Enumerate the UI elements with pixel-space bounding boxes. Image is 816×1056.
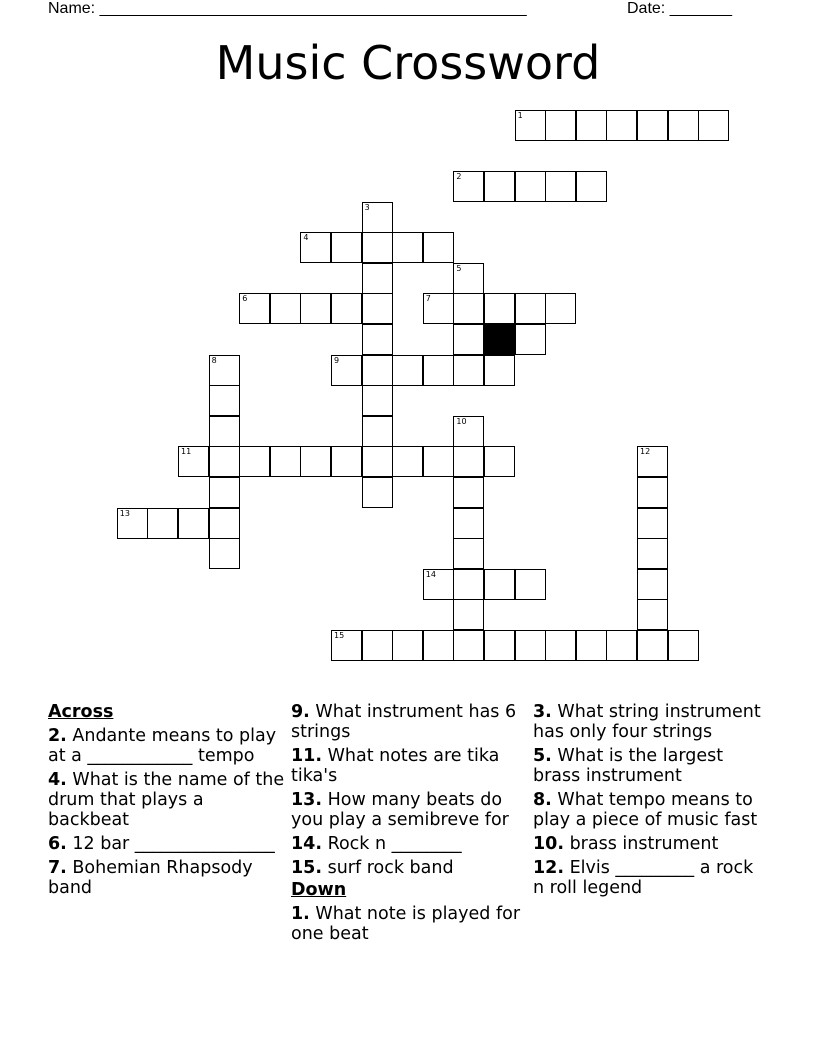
- clue-item-number: 1.: [291, 904, 310, 924]
- grid-cell[interactable]: [392, 355, 423, 386]
- grid-cell[interactable]: [209, 385, 240, 416]
- grid-cell[interactable]: [576, 171, 607, 202]
- grid-cell[interactable]: [209, 508, 240, 539]
- grid-cell[interactable]: [606, 110, 637, 141]
- grid-cell[interactable]: [545, 293, 576, 324]
- clue-item-text: 12 bar ________________: [66, 834, 275, 854]
- clue-item-number: 15.: [291, 858, 323, 878]
- grid-cell[interactable]: [178, 508, 209, 539]
- clue-item-number: 5.: [533, 746, 552, 766]
- grid-cell[interactable]: [270, 446, 301, 477]
- grid-cell[interactable]: [637, 569, 668, 600]
- grid-cell[interactable]: [515, 110, 546, 141]
- date-field-label: Date: _______: [627, 0, 732, 17]
- clue-number: 8: [211, 355, 217, 365]
- clue-item-number: 8.: [533, 790, 552, 810]
- clue-item-text: What notes are tika tika's: [291, 746, 500, 786]
- grid-cell[interactable]: [515, 569, 546, 600]
- clue-number: 4: [303, 233, 309, 243]
- clue-number: 2: [456, 172, 462, 181]
- grid-cell[interactable]: [331, 232, 362, 263]
- grid-cell[interactable]: [270, 293, 301, 324]
- clue-item-number: 10.: [533, 834, 565, 854]
- clue-item-text: What is the name of the drum that plays a backbeat: [48, 770, 285, 830]
- clue-item: [291, 746, 531, 786]
- grid-cell[interactable]: [606, 630, 637, 661]
- clue-item-number: 9.: [291, 702, 310, 722]
- grid-cell[interactable]: [637, 538, 668, 569]
- clue-item: [48, 858, 288, 898]
- grid-cell[interactable]: [453, 569, 484, 600]
- grid-cell[interactable]: [484, 569, 515, 600]
- grid-cell[interactable]: [453, 538, 484, 569]
- grid-cell[interactable]: [362, 446, 393, 477]
- clue-item-text: What tempo means to play a piece of music fast: [533, 790, 758, 830]
- grid-cell[interactable]: [453, 171, 484, 202]
- clue-item: [533, 858, 769, 898]
- clue-number: 11: [181, 447, 192, 457]
- page-title: Music Crossword: [215, 36, 601, 90]
- grid-cell[interactable]: [392, 446, 423, 477]
- clue-number: 14: [425, 569, 436, 579]
- grid-cell[interactable]: [239, 293, 270, 324]
- grid-cell[interactable]: [698, 110, 729, 141]
- clue-item-number: 4.: [48, 770, 67, 790]
- black-square: [484, 324, 515, 355]
- clues-column-3: [533, 702, 769, 902]
- clue-item-text: Rock n ________: [322, 834, 462, 854]
- clue-item: [533, 702, 769, 742]
- clue-item: [291, 790, 531, 830]
- grid-cell[interactable]: [423, 293, 454, 324]
- clue-item: [291, 834, 531, 854]
- grid-cell[interactable]: [209, 538, 240, 569]
- grid-cell[interactable]: [331, 630, 362, 661]
- clue-item-number: 2.: [48, 726, 67, 746]
- grid-cell[interactable]: [423, 630, 454, 661]
- clue-item: [533, 790, 769, 830]
- grid-cell[interactable]: [453, 324, 484, 355]
- grid-cell[interactable]: [423, 355, 454, 386]
- clue-item-number: 3.: [533, 702, 552, 722]
- clues-column-2: [291, 702, 531, 948]
- clue-number: 7: [425, 294, 431, 304]
- grid-cell[interactable]: [300, 446, 331, 477]
- grid-cell[interactable]: [515, 293, 546, 324]
- grid-cell[interactable]: [576, 110, 607, 141]
- grid-cell[interactable]: [362, 477, 393, 508]
- grid-cell[interactable]: [331, 355, 362, 386]
- grid-cell[interactable]: [300, 293, 331, 324]
- grid-cell[interactable]: [423, 569, 454, 600]
- clue-item-number: 12.: [533, 858, 565, 878]
- grid-cell[interactable]: [545, 110, 576, 141]
- clue-item-text: How many beats do you play a semibreve for: [291, 790, 509, 830]
- clue-item-text: What string instrument has only four strings: [533, 702, 761, 742]
- grid-cell[interactable]: [453, 355, 484, 386]
- clue-item-text: Andante means to play at a ____________ tempo: [48, 726, 277, 766]
- grid-cell[interactable]: [484, 293, 515, 324]
- grid-cell[interactable]: [484, 355, 515, 386]
- clue-item: [48, 834, 288, 854]
- grid-cell[interactable]: [362, 630, 393, 661]
- clue-number: 15: [334, 631, 345, 640]
- clue-item-number: 11.: [291, 746, 323, 766]
- clue-item: [48, 726, 288, 766]
- clue-item: [291, 702, 531, 742]
- grid-cell[interactable]: [209, 355, 240, 386]
- grid-cell[interactable]: [362, 293, 393, 324]
- grid-cell[interactable]: [484, 171, 515, 202]
- clue-item-text: Bohemian Rhapsody band: [48, 858, 253, 898]
- grid-cell[interactable]: [362, 232, 393, 263]
- clue-item-number: 7.: [48, 858, 67, 878]
- clue-number: 13: [119, 508, 130, 518]
- grid-cell[interactable]: [545, 171, 576, 202]
- grid-cell[interactable]: [362, 202, 393, 233]
- grid-cell[interactable]: [668, 110, 699, 141]
- clue-item-text: Elvis _________ a rock n roll legend: [533, 858, 754, 898]
- grid-cell[interactable]: [515, 171, 546, 202]
- grid-cell[interactable]: [453, 477, 484, 508]
- clue-number: 1: [517, 110, 523, 120]
- grid-cell[interactable]: [453, 508, 484, 539]
- across-clues-list: [48, 726, 288, 898]
- grid-cell[interactable]: [453, 293, 484, 324]
- grid-cell[interactable]: [423, 446, 454, 477]
- grid-cell[interactable]: [637, 599, 668, 630]
- clue-number: 6: [242, 294, 248, 304]
- clue-item-text: What instrument has 6 strings: [291, 702, 517, 742]
- grid-cell[interactable]: [545, 630, 576, 661]
- down-clues-list: [291, 904, 531, 944]
- clue-number: 3: [364, 202, 370, 212]
- grid-cell[interactable]: [362, 263, 393, 294]
- grid-cell[interactable]: [453, 416, 484, 447]
- down-heading: Down: [291, 880, 347, 900]
- clue-item: [48, 770, 288, 830]
- grid-cell[interactable]: [362, 385, 393, 416]
- grid-cell[interactable]: [300, 232, 331, 263]
- grid-cell[interactable]: [453, 446, 484, 477]
- grid-cell[interactable]: [453, 263, 484, 294]
- across-clues-list-continued: [291, 702, 531, 878]
- grid-cell[interactable]: [423, 232, 454, 263]
- grid-cell[interactable]: [637, 630, 668, 661]
- grid-cell[interactable]: [637, 477, 668, 508]
- grid-cell[interactable]: [209, 416, 240, 447]
- clue-item-number: 13.: [291, 790, 323, 810]
- grid-cell[interactable]: [576, 630, 607, 661]
- grid-cell[interactable]: [209, 446, 240, 477]
- grid-cell[interactable]: [637, 508, 668, 539]
- clue-item-number: 14.: [291, 834, 323, 854]
- grid-cell[interactable]: [362, 416, 393, 447]
- grid-cell[interactable]: [668, 630, 699, 661]
- grid-cell[interactable]: [117, 508, 148, 539]
- clue-item-text: What note is played for one beat: [291, 904, 521, 944]
- grid-cell[interactable]: [515, 630, 546, 661]
- name-field-label: Name: ________________________________________________: [48, 0, 527, 17]
- clues-column-1: [48, 702, 288, 902]
- grid-cell[interactable]: [453, 630, 484, 661]
- grid-cell[interactable]: [637, 110, 668, 141]
- clue-number: 9: [334, 355, 340, 365]
- across-heading: Across: [48, 702, 114, 722]
- grid-cell[interactable]: [209, 477, 240, 508]
- clue-number: 10: [456, 416, 467, 426]
- grid-cell[interactable]: [147, 508, 178, 539]
- grid-cell[interactable]: [362, 355, 393, 386]
- grid-cell[interactable]: [392, 232, 423, 263]
- clue-item-text: What is the largest brass instrument: [533, 746, 724, 786]
- clue-item-text: brass instrument: [564, 834, 719, 854]
- clue-item: [291, 858, 531, 878]
- grid-cell[interactable]: [515, 324, 546, 355]
- grid-cell[interactable]: [484, 630, 515, 661]
- clue-item: [533, 746, 769, 786]
- grid-cell[interactable]: [331, 293, 362, 324]
- clue-item: [291, 904, 531, 944]
- grid-cell[interactable]: [331, 446, 362, 477]
- clue-item: [533, 834, 769, 854]
- grid-cell[interactable]: [178, 446, 209, 477]
- clue-item-number: 6.: [48, 834, 67, 854]
- clue-number: 12: [640, 447, 651, 457]
- grid-cell[interactable]: [362, 324, 393, 355]
- clue-item-text: surf rock band: [322, 858, 454, 878]
- grid-cell[interactable]: [484, 446, 515, 477]
- clue-number: 5: [456, 263, 462, 273]
- down-clues-list-continued: [533, 702, 769, 898]
- grid-cell[interactable]: [637, 446, 668, 477]
- grid-cell[interactable]: [453, 599, 484, 630]
- grid-cell[interactable]: [239, 446, 270, 477]
- grid-cell[interactable]: [392, 630, 423, 661]
